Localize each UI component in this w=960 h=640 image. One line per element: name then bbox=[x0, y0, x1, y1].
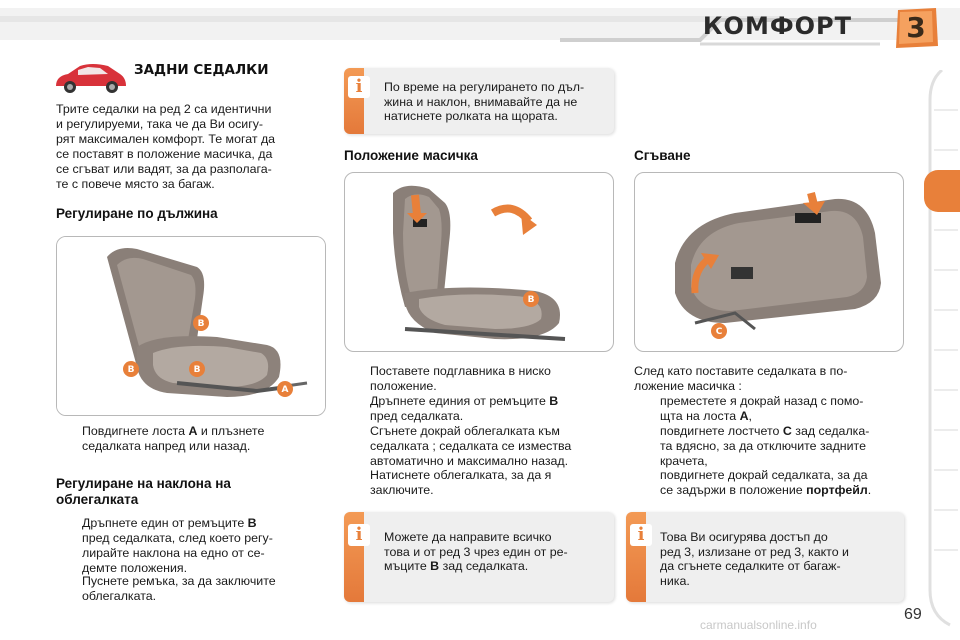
chapter-title: КОМФОРТ bbox=[702, 12, 852, 40]
watermark-text: carmanualsonline.info bbox=[700, 618, 817, 632]
seat-folding-image bbox=[634, 172, 904, 352]
table-bullet-3: Сгънете докрай облегалката към седалката ; седалката се измества автоматично и максимално назад. bbox=[370, 424, 572, 468]
length-bullet: Повдигнете лоста A и плъзнете седалката напред или назад. bbox=[82, 424, 265, 453]
recline-bullet-2: Пуснете ремъка, за да заключите облегалката. bbox=[82, 574, 276, 603]
label-b-3: B bbox=[193, 365, 201, 375]
info-icon: i bbox=[348, 524, 370, 546]
recline-bullet-1: Дръпнете един от ремъците B пред седалката, след което регу- лирайте наклона на едно от се- демте положения. bbox=[82, 516, 273, 575]
info-box-top bbox=[344, 68, 614, 134]
info-right-text: Това Ви осигурява достъп до ред 3, излизане от ред 3, както и да сгънете седалките от багаж- ника. bbox=[660, 530, 849, 588]
label-b-1: B bbox=[197, 319, 205, 329]
table-bullet-2: Дръпнете единия от ремъците B пред седалката. bbox=[370, 394, 559, 423]
folding-bullet-1: преместете я докрай назад с помо- щта на лоста A, bbox=[660, 394, 864, 423]
folding-bullet-3: повдигнете докрай седалката, за да се задържи в положение портфейл. bbox=[660, 468, 872, 497]
folding-intro: След като поставите седалката в по- ложение масичка : bbox=[634, 364, 848, 393]
label-c: C bbox=[715, 327, 723, 337]
recline-heading: Регулиране на наклона на облегалката bbox=[56, 476, 231, 507]
label-b-2: B bbox=[127, 365, 135, 375]
folding-bullet-2: повдигнете лостчето C зад седалка- та вдясно, за да отключите задните крачета, bbox=[660, 424, 870, 468]
car-icon bbox=[52, 62, 128, 96]
rear-seats-title: ЗАДНИ СЕДАЛКИ bbox=[134, 62, 269, 78]
length-heading: Регулиране по дължина bbox=[56, 206, 218, 221]
info-mid-text: Можете да направите всичко това и от ред 3 чрез един от ре- мъците B зад седалката. bbox=[384, 530, 568, 573]
label-a: A bbox=[281, 385, 289, 395]
info-box-bottom-middle bbox=[344, 512, 614, 602]
seat-table-image bbox=[344, 172, 614, 352]
info-box-bottom-right bbox=[626, 512, 904, 602]
label-b: B bbox=[527, 295, 535, 305]
page-number: 69 bbox=[904, 606, 922, 623]
info-icon: i bbox=[348, 76, 370, 98]
info-top-text: По време на регулирането по дъл- жина и наклон, внимавайте да не натиснете ролката на щората. bbox=[384, 80, 585, 123]
seat-length-image bbox=[56, 236, 326, 416]
chapter-number: 3 bbox=[906, 11, 926, 44]
rear-seats-intro: Трите седалки на ред 2 са идентични и регулируеми, така че да Ви осигу- рят максимален комфорт. Те могат да се поставят в положение масичка, да се сгъват или вадят, за да разполага- те с повече място за багаж. bbox=[56, 102, 276, 191]
folding-heading: Сгъване bbox=[634, 148, 691, 163]
table-bullet-1: Поставете подглавника в ниско положение. bbox=[370, 364, 551, 393]
table-bullet-4: Натиснете облегалката, за да я заключите. bbox=[370, 468, 552, 497]
active-chapter-tab[interactable] bbox=[924, 170, 960, 212]
chapter-side-tabs[interactable] bbox=[920, 70, 960, 630]
table-position-heading: Положение масичка bbox=[344, 148, 478, 163]
info-icon: i bbox=[630, 524, 652, 546]
